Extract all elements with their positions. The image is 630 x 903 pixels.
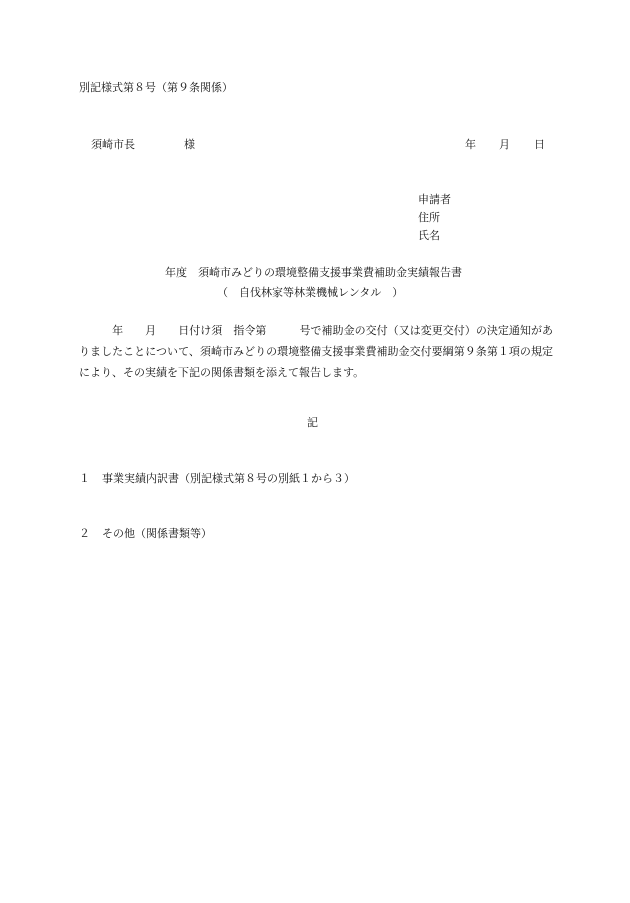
date-year: 年 xyxy=(465,138,476,151)
report-subtitle: （ 自伐林家等林業機械レンタル ） xyxy=(217,286,404,299)
form-number: 別記様式第８号（第９条関係） xyxy=(79,81,233,94)
date-month: 月 xyxy=(499,138,510,151)
list-item-number: ２ xyxy=(79,527,90,540)
list-item-text: 事業実績内訳書（別記様式第８号の別紙１から３） xyxy=(102,472,355,485)
date-day: 日 xyxy=(534,138,545,151)
ki-heading: 記 xyxy=(307,416,318,429)
applicant-address-label: 住所 xyxy=(418,211,440,224)
report-title: 年度 須崎市みどりの環境整備支援事業費補助金実績報告書 xyxy=(165,266,462,279)
applicant-name-label: 氏名 xyxy=(418,229,440,242)
list-item-text: その他（関係書類等） xyxy=(102,527,212,540)
applicant-label: 申請者 xyxy=(418,193,451,206)
body-paragraph: 年 月 日付け須 指令第 号で補助金の交付（又は変更交付）の決定通知がありましたことについて、須崎市みどりの環境整備支援事業費補助金交付要綱第９条第１項の規定により、その実績を下記の関係書類を添えて報告します。 xyxy=(79,324,553,379)
list-item-number: １ xyxy=(79,472,90,485)
addressee-name: 須崎市長 xyxy=(91,138,135,151)
addressee-honorific: 様 xyxy=(184,138,195,151)
